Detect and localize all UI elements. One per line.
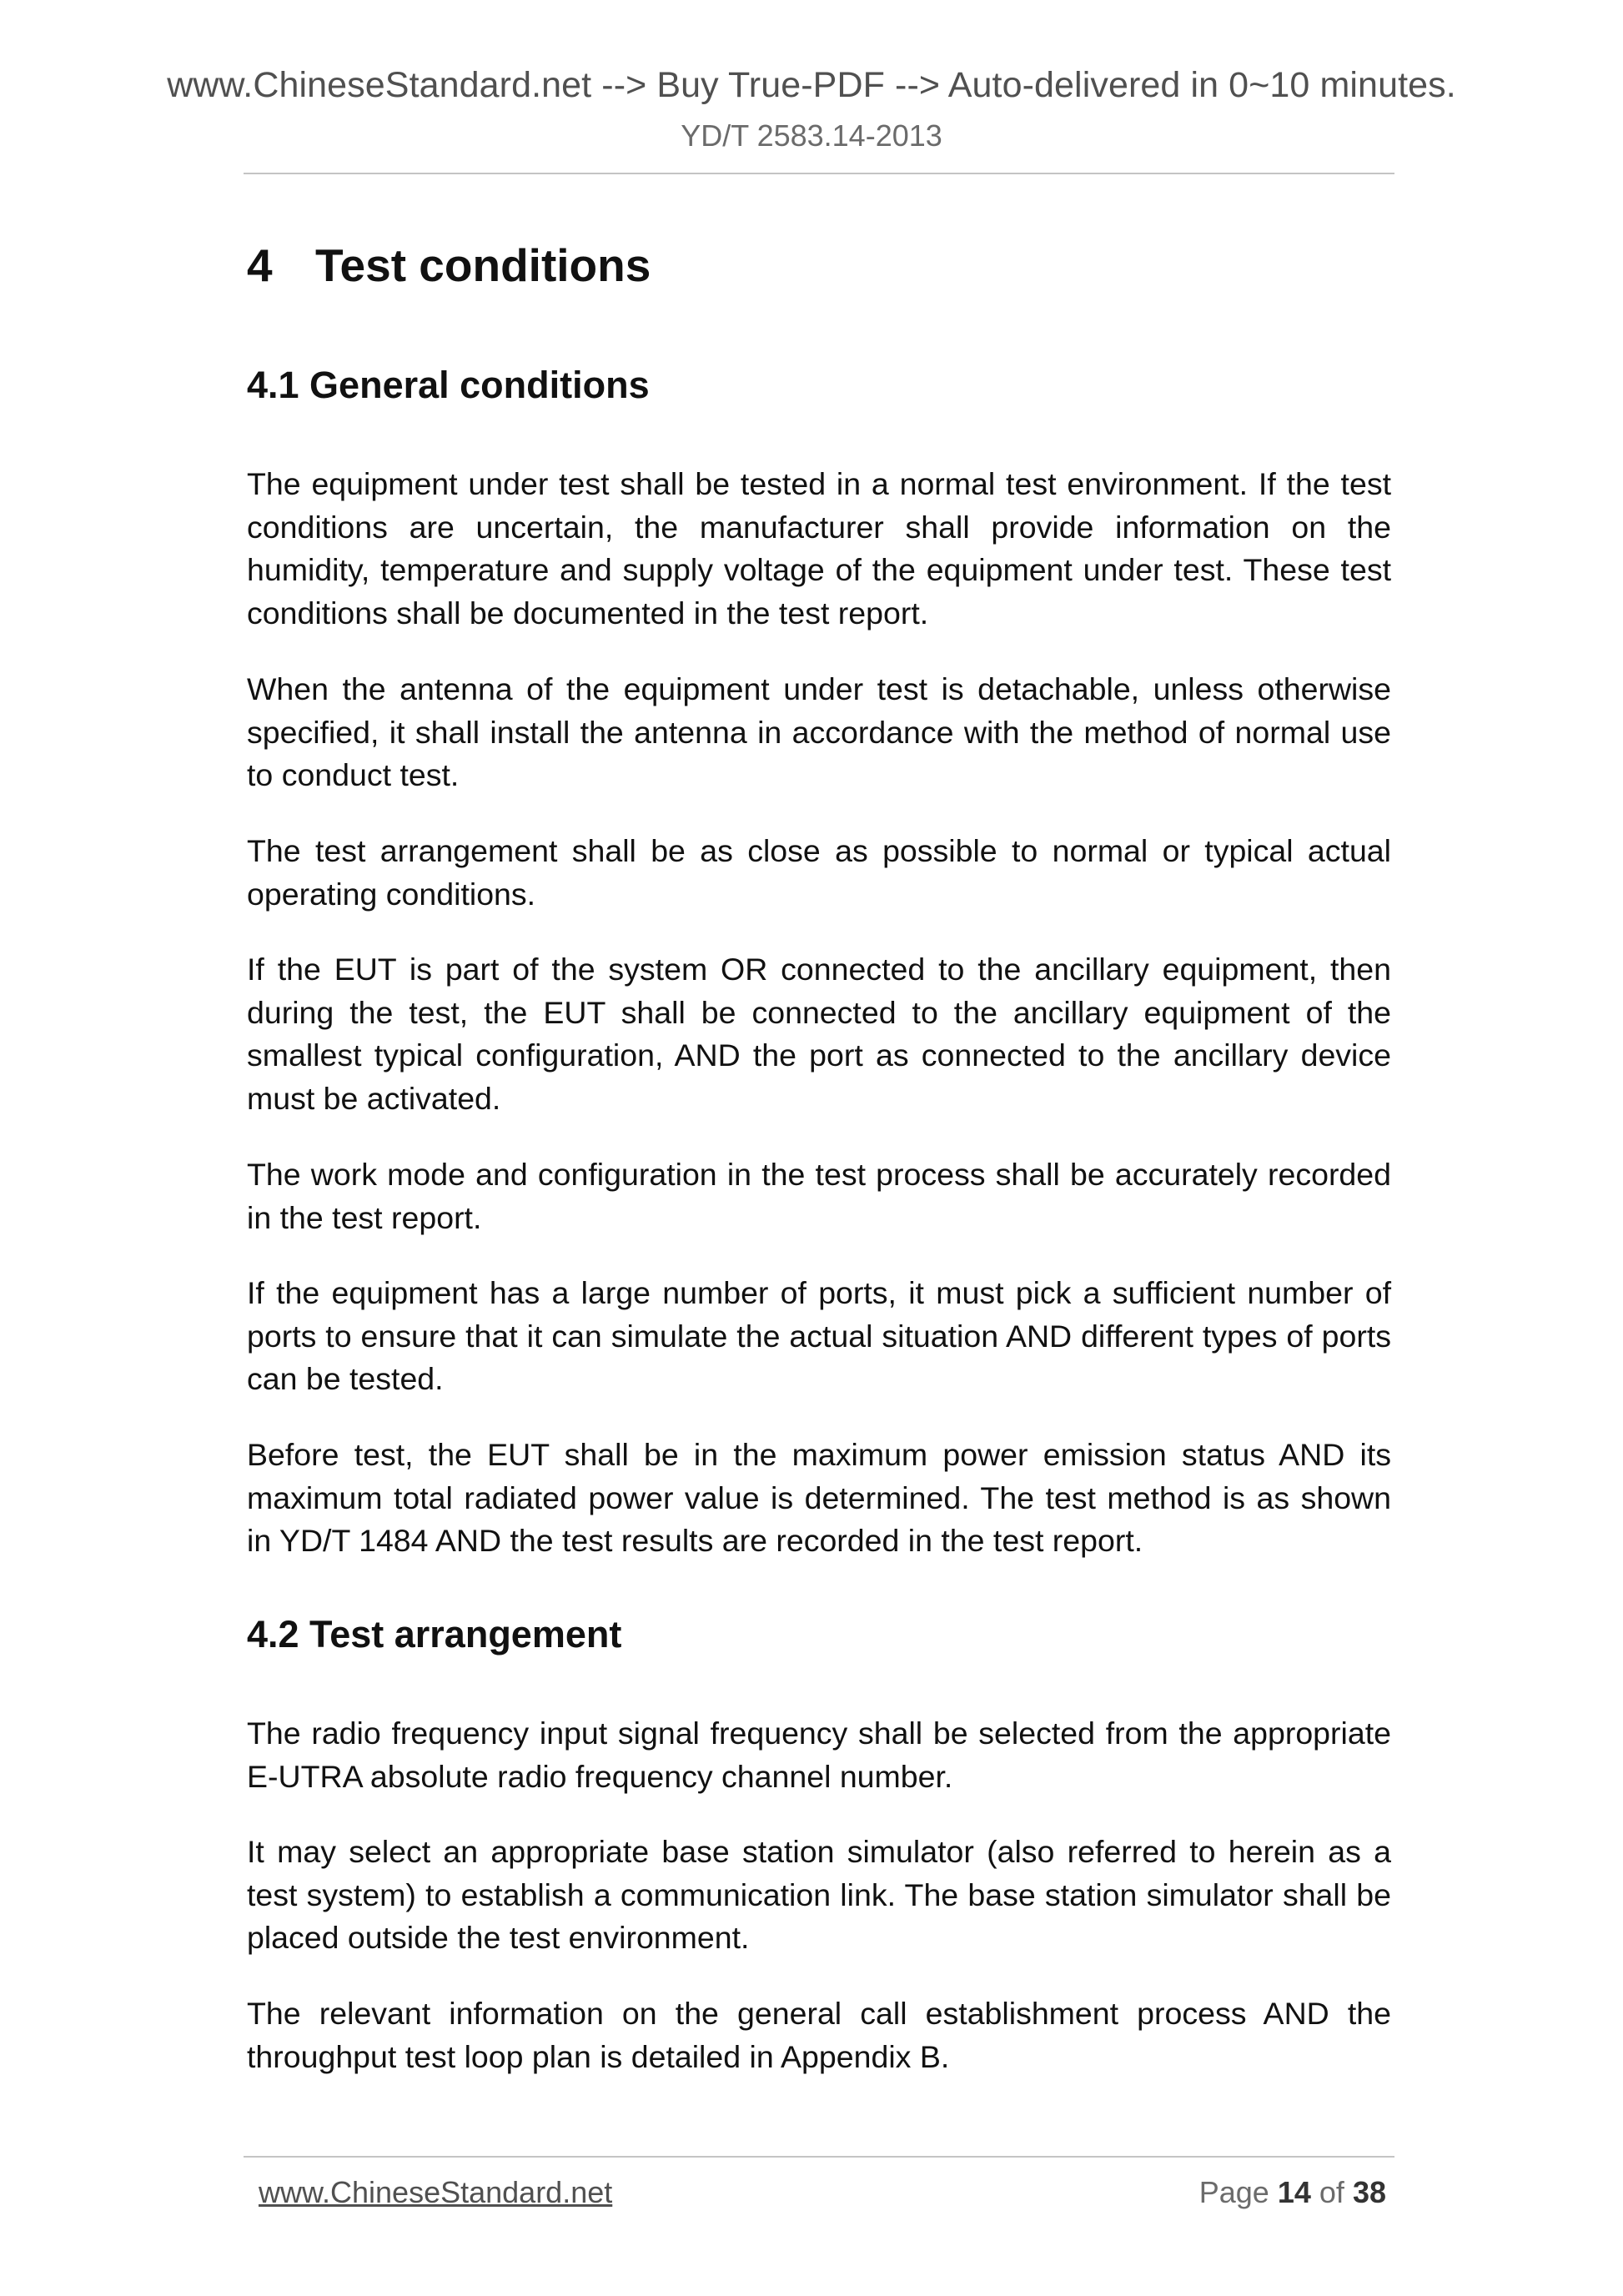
paragraph-call-establishment: The relevant information on the general call establishment process AND the throughput test loop plan is detailed in Appendix B. — [247, 1996, 1391, 2074]
header-banner: www.ChineseStandard.net --> Buy True-PDF --> Auto-delivered in 0~10 minutes. — [167, 65, 1456, 105]
page-of: of — [1319, 2175, 1344, 2209]
subsection-heading-general-conditions: 4.1 General conditions — [247, 364, 650, 406]
paragraph-rf-input-frequency: The radio frequency input signal frequency shall be selected from the appropriate E-UTRA absolute radio frequency channel number. — [247, 1716, 1391, 1794]
paragraph-test-environment: The equipment under test shall be tested in a normal test environment. If the test conditions are uncertain, the manufacturer shall provide information on the humidity, temperature and supply voltage of the equipment under test. These test conditions shall be documented in the test report. — [247, 466, 1391, 631]
subsection-heading-test-arrangement: 4.2 Test arrangement — [247, 1613, 622, 1655]
paragraph-base-station-simulator: It may select an appropriate base station simulator (also referred to herein as a test system) to establish a communication link. The base station simulator shall be placed outside the test environment. — [247, 1834, 1391, 1955]
paragraph-work-mode: The work mode and configuration in the test process shall be accurately recorded in the test report. — [247, 1157, 1391, 1235]
header-divider — [244, 173, 1394, 174]
document-id: YD/T 2583.14-2013 — [681, 118, 942, 153]
paragraph-test-arrangement-conditions: The test arrangement shall be as close as possible to normal or typical actual operating conditions. — [247, 833, 1391, 912]
paragraph-antenna: When the antenna of the equipment under test is detachable, unless otherwise specified, it shall install the antenna in accordance with the method of normal use to conduct test. — [247, 671, 1391, 792]
paragraph-maximum-power: Before test, the EUT shall be in the maximum power emission status AND its maximum total radiated power value is determined. The test method is as shown in YD/T 1484 AND the test results are recorded in the test report. — [247, 1437, 1391, 1558]
section-number: 4 — [247, 239, 273, 291]
page-number — [1199, 2175, 1386, 2210]
page-word: Page — [1198, 2175, 1269, 2209]
section-title: Test conditions — [315, 239, 651, 291]
page-current: 14 — [1277, 2175, 1311, 2209]
footer-site-link[interactable]: www.ChineseStandard.net — [259, 2175, 613, 2209]
paragraph-ancillary-equipment: If the EUT is part of the system OR connected to the ancillary equipment, then during the test, the EUT shall be connected to the ancillary equipment of the smallest typical configuration, AND the port as connected to the ancillary device must be activated. — [247, 952, 1391, 1116]
section-heading — [247, 239, 651, 292]
paragraph-ports: If the equipment has a large number of ports, it must pick a sufficient number of ports to ensure that it can simulate the actual situation AND different types of ports can be tested. — [247, 1275, 1391, 1396]
page-total: 38 — [1352, 2175, 1386, 2209]
footer-divider — [244, 2156, 1394, 2158]
